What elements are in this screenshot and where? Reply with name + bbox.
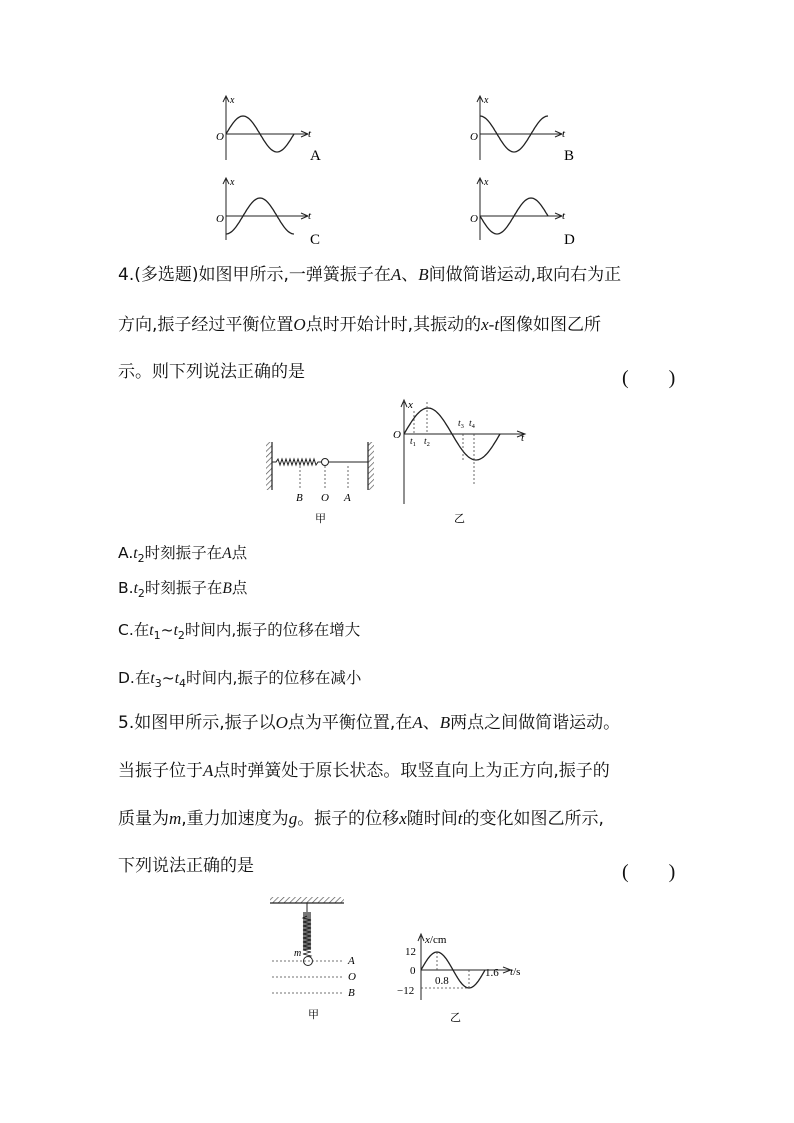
- q4-yi-t-label: t: [521, 432, 525, 444]
- q5-jia-mass-label: m: [294, 948, 302, 959]
- q4-yi-t1: t: [410, 437, 413, 447]
- q5-yi-ytick-12: 12: [405, 946, 416, 958]
- q5-line-2: 当振子位于A点时弹簧处于原长状态。取竖直向上为正方向,振子的: [118, 761, 610, 781]
- q4-option-b[interactable]: $B.t_2$时刻振子在B点: [118, 579, 248, 601]
- q5-yi-xtick-1.6: 1.6: [485, 967, 499, 979]
- q4-yi-t2: t: [424, 437, 427, 447]
- q4-jia-label-O: O: [321, 492, 329, 504]
- q4-yi-caption: 乙: [454, 513, 465, 525]
- q4-yi-t4: t: [469, 419, 472, 429]
- q4-jia-label-A: A: [344, 492, 351, 504]
- q5-answer-blank[interactable]: ( ): [622, 861, 676, 883]
- q5-jia-label-B: B: [348, 987, 355, 999]
- svg-text:t2: $t_2$: [424, 437, 430, 448]
- graph-choice-b: [466, 92, 586, 170]
- q4-yi-origin: O: [393, 429, 401, 441]
- q4-yi-x-label: x: [408, 399, 413, 411]
- q5-figure-yi: [390, 930, 540, 1026]
- graph-choice-c: [212, 174, 332, 248]
- graph-d-origin: O: [470, 213, 478, 225]
- q5-figure-jia: [264, 894, 374, 1024]
- q5-line-3: 质量为m,重力加速度为g。振子的位移x随时间t的变化如图乙所示,: [118, 809, 604, 829]
- q4-line-3: 示。则下列说法正确的是: [118, 362, 305, 382]
- q4-option-c[interactable]: C.在$t_1\sim t_2$时间内,振子的位移在增大: [118, 621, 361, 643]
- graph-a-label: A: [310, 148, 321, 164]
- q5-yi-ytick-0: 0: [410, 965, 416, 977]
- svg-text:t4: $t_4$: [469, 419, 475, 430]
- q4-answer-blank[interactable]: ( ): [622, 367, 676, 389]
- graph-d-label: D: [564, 232, 575, 248]
- q5-yi-xlabel-unit: /s: [513, 966, 521, 978]
- graph-c-origin: O: [216, 213, 224, 225]
- q4-jia-label-B: B: [296, 492, 303, 504]
- svg-text:x/cm: [424, 934, 447, 946]
- q4-line-1: 4.(多选题)如图甲所示,一弹簧振子在A、B间做简谐运动,取向右为正: [118, 265, 622, 285]
- q4-line-2: 方向,振子经过平衡位置O点时开始计时,其振动的x-t图像如图乙所: [118, 315, 602, 335]
- q5-jia-label-A: A: [348, 955, 355, 967]
- svg-text:t/s: [510, 966, 520, 978]
- graph-d-t-label: t: [562, 210, 566, 222]
- q4-option-a[interactable]: $A.t_2$时刻振子在A点: [118, 544, 248, 566]
- q4-option-d[interactable]: D.在$t_3\sim t_4$时间内,振子的位移在减小: [118, 669, 362, 691]
- q5-line-4: 下列说法正确的是: [118, 856, 254, 876]
- q5-line-1: 5.如图甲所示,振子以O点为平衡位置,在A、B两点之间做简谐运动。: [118, 713, 621, 733]
- graph-b-origin: O: [470, 131, 478, 143]
- q4-yi-t3: t: [458, 419, 461, 429]
- q5-yi-ylabel-var: x: [425, 934, 430, 946]
- q5-jia-label-O: O: [348, 971, 356, 983]
- q5-yi-xlabel-var: t: [510, 966, 514, 978]
- q5-yi-caption: 乙: [450, 1012, 461, 1024]
- q4-figure-yi: [390, 396, 538, 530]
- q4-jia-caption: 甲: [315, 513, 326, 525]
- graph-c-t-label: t: [308, 210, 312, 222]
- svg-text:t1: $t_1$: [410, 437, 416, 448]
- q5-yi-ytick-neg12: −12: [397, 985, 415, 997]
- graph-d-x-label: x: [484, 177, 489, 188]
- graph-a-x-label: x: [230, 95, 235, 106]
- q5-yi-ylabel-unit: /cm: [429, 934, 447, 946]
- graph-choice-d: [466, 174, 586, 248]
- graph-b-label: B: [564, 148, 575, 164]
- q5-yi-xtick-0.8: 0.8: [435, 975, 449, 987]
- graph-a-origin: O: [216, 131, 224, 143]
- graph-b-t-label: t: [562, 128, 566, 140]
- graph-choice-a: [212, 92, 332, 170]
- q4-figure-jia: [262, 438, 380, 530]
- graph-c-x-label: x: [230, 177, 235, 188]
- graph-b-x-label: x: [484, 95, 489, 106]
- graph-a-t-label: t: [308, 128, 312, 140]
- q5-jia-caption: 甲: [308, 1009, 319, 1021]
- graph-c-label: C: [310, 232, 321, 248]
- svg-text:t3: $t_3$: [458, 419, 464, 430]
